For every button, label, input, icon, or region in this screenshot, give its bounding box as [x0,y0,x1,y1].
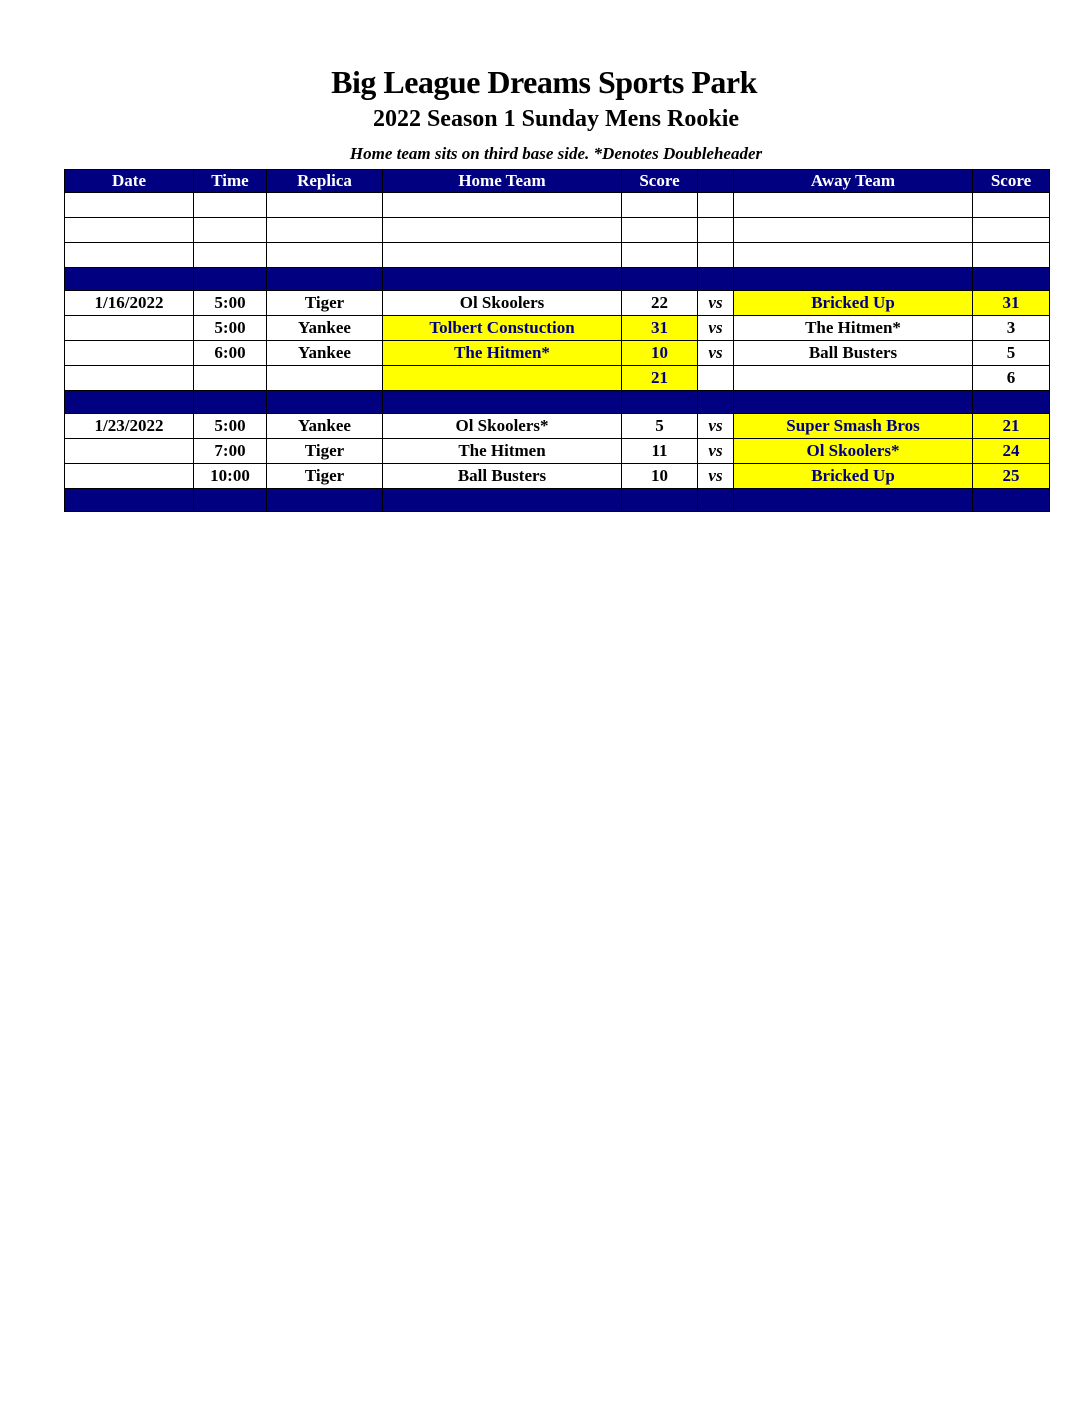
game-date [65,341,194,366]
game-row [65,291,1050,316]
game-time: 5:00 [194,291,267,316]
game-row [65,464,1050,489]
home-team: The Hitmen [383,439,622,464]
game-time: 6:00 [194,341,267,366]
game-row [65,316,1050,341]
game-time: 10:00 [194,464,267,489]
empty-row [65,218,1050,243]
home-score: 10 [622,341,698,366]
home-team: Ball Busters [383,464,622,489]
away-score: 24 [973,439,1050,464]
separator-row [65,391,1050,414]
home-score: 22 [622,291,698,316]
home-score: 21 [622,366,698,391]
vs-label: vs [698,414,734,439]
empty-row [65,243,1050,268]
game-date [65,316,194,341]
game-time: 5:00 [194,316,267,341]
column-header-away-team: Away Team [734,170,973,193]
home-team: Ol Skoolers* [383,414,622,439]
away-score: 6 [973,366,1050,391]
vs-label [698,366,734,391]
home-score: 31 [622,316,698,341]
home-team [383,366,622,391]
away-team: Ol Skoolers* [734,439,973,464]
home-score: 10 [622,464,698,489]
header-row [65,170,1050,193]
vs-label: vs [698,341,734,366]
page-title: Big League Dreams Sports Park [331,64,757,100]
home-team: Tolbert Constuction [383,316,622,341]
separator-row [65,268,1050,291]
column-header-time: Time [194,170,267,193]
away-team: The Hitmen* [734,316,973,341]
away-score: 25 [973,464,1050,489]
game-replica: Yankee [267,414,383,439]
away-team: Bricked Up [734,464,973,489]
column-header-replica: Replica [267,170,383,193]
game-time: 7:00 [194,439,267,464]
empty-row [65,193,1050,218]
game-date: 1/16/2022 [65,291,194,316]
vs-label: vs [698,291,734,316]
game-date [65,464,194,489]
vs-label: vs [698,439,734,464]
game-date: 1/23/2022 [65,414,194,439]
column-header-home-team: Home Team [383,170,622,193]
game-date [65,366,194,391]
game-replica: Tiger [267,464,383,489]
column-header-date: Date [65,170,194,193]
away-score: 21 [973,414,1050,439]
game-replica [267,366,383,391]
vs-label: vs [698,464,734,489]
separator-row [65,489,1050,512]
away-team [734,366,973,391]
game-time [194,366,267,391]
column-header-home-score: Score [622,170,698,193]
game-row [65,439,1050,464]
away-score: 31 [973,291,1050,316]
home-team: The Hitmen* [383,341,622,366]
away-team: Super Smash Bros [734,414,973,439]
away-team: Ball Busters [734,341,973,366]
column-header-vs [698,170,734,193]
away-team: Bricked Up [734,291,973,316]
game-row [65,341,1050,366]
game-row [65,366,1050,391]
home-team: Ol Skoolers [383,291,622,316]
game-replica: Tiger [267,439,383,464]
game-time: 5:00 [194,414,267,439]
home-score: 5 [622,414,698,439]
column-header-away-score: Score [973,170,1050,193]
schedule-table [64,169,1050,512]
league-subtitle: 2022 Season 1 Sunday Mens Rookie [372,106,740,132]
game-row [65,414,1050,439]
vs-label: vs [698,316,734,341]
home-score: 11 [622,439,698,464]
game-date [65,439,194,464]
schedule-note: Home team sits on third base side. *Denotes Doubleheader [349,144,763,163]
away-score: 3 [973,316,1050,341]
game-replica: Tiger [267,291,383,316]
game-replica: Yankee [267,316,383,341]
game-replica: Yankee [267,341,383,366]
away-score: 5 [973,341,1050,366]
